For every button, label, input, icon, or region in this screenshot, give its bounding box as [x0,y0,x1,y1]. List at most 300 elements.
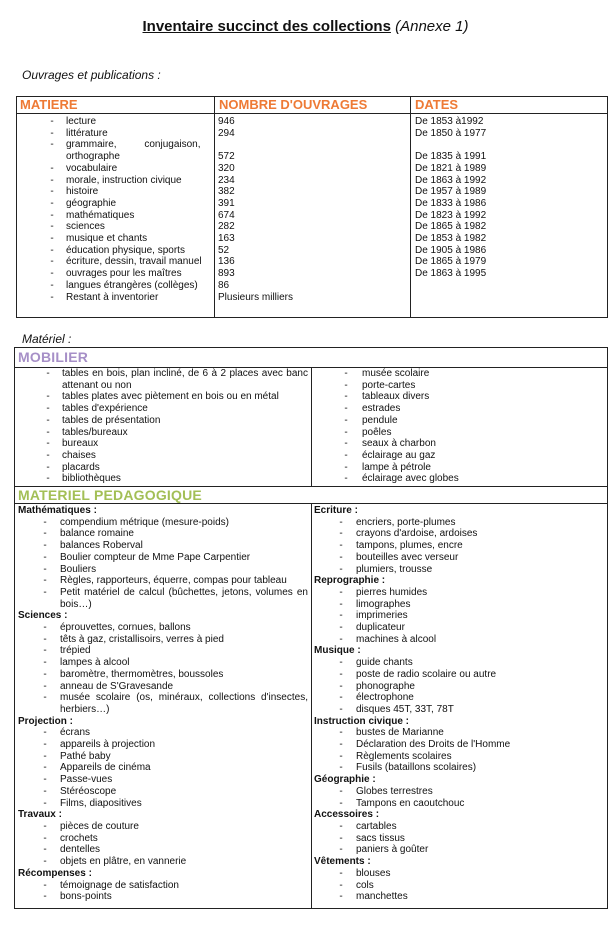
dash-bullet: - [50,186,54,198]
list-item-text: poste de radio scolaire ou autre [356,668,497,680]
list-item-text: bons-points [60,891,112,903]
dash-bullet: - [43,645,47,657]
dash-bullet: - [46,473,50,485]
list-item [18,564,308,576]
list-item [314,552,604,564]
dash-bullet: - [43,633,47,645]
dates-cell: De 1823 à 1992 [415,209,487,221]
dates-cell: De 1833 à 1986 [415,197,487,209]
list-item [314,657,604,669]
dash-bullet: - [344,438,348,450]
dash-bullet: - [339,692,343,704]
list-item [330,391,604,403]
list-item [34,415,308,427]
list-item-text: balance romaine [60,528,134,540]
matiere-cell: grammaire, conjugaison, [66,139,201,151]
dash-bullet: - [339,879,343,891]
list-item-text: crayons d'ardoise, ardoises [356,528,478,540]
list-item [18,669,308,681]
dash-bullet: - [50,291,54,303]
list-item [314,739,604,751]
table-row-matiere [38,292,214,304]
category-heading: Projection : [18,715,74,727]
nombre-cell: 674 [218,209,235,221]
dash-bullet: - [344,391,348,403]
list-item [34,391,308,403]
dash-bullet: - [339,528,343,540]
dates-cell: De 1865 à 1979 [415,256,487,268]
dash-bullet: - [46,414,50,426]
list-item [18,634,308,646]
list-item [18,681,308,693]
header-dates: DATES [415,97,459,112]
dash-bullet: - [43,785,47,797]
list-item-text: Films, diapositives [60,797,142,809]
dash-bullet: - [46,438,50,450]
list-item-text: placards [62,461,100,473]
dash-bullet: - [339,563,343,575]
list-item-text: bureaux [62,438,99,450]
dash-bullet: - [50,268,54,280]
list-item-text: bustes de Marianne [356,727,444,739]
dash-bullet: - [339,785,343,797]
list-item-text: Pathé baby [60,750,111,762]
dash-bullet: - [344,379,348,391]
dash-bullet: - [50,221,54,233]
dates-cell: De 1853 à 1982 [415,233,487,245]
list-item [314,844,604,856]
mobilier-heading: MOBILIER [18,349,89,365]
list-item [314,669,604,681]
dash-bullet: - [344,449,348,461]
list-item [330,415,604,427]
list-item-text: limographes [356,598,411,610]
dash-bullet: - [339,750,343,762]
title-annex: (Annexe 1) [395,18,469,35]
list-item [18,833,308,845]
dates-cell: De 1821 à 1989 [415,162,487,174]
dash-bullet: - [43,563,47,575]
dash-bullet: - [339,820,343,832]
table-row-matiere [38,280,214,292]
dash-bullet: - [339,598,343,610]
nombre-cell: 294 [218,127,235,139]
dash-bullet: - [344,461,348,473]
ouvrages-matiere-col [38,116,214,303]
list-item-text: seaux à charbon [362,438,436,450]
dash-bullet: - [43,820,47,832]
list-item-text: éclairage au gaz [362,449,436,461]
dash-bullet: - [43,774,47,786]
page-title [0,18,611,35]
list-item-text: tables d'expérience [62,403,148,415]
list-item [314,786,604,798]
list-item [314,833,604,845]
list-item [18,774,308,786]
dash-bullet: - [46,426,50,438]
dash-bullet: - [339,832,343,844]
table-row-matiere [38,221,214,233]
list-item [330,462,604,474]
dash-bullet: - [43,692,47,704]
dash-bullet: - [50,116,54,127]
dates-cell: De 1957 à 1989 [415,186,487,198]
list-item-text: objets en plâtre, en vannerie [60,856,187,868]
dash-bullet: - [46,461,50,473]
dates-cell [415,139,605,151]
category-heading: Instruction civique : [314,715,410,727]
category-heading: Musique : [314,645,361,657]
dates-cell: De 1863 à 1995 [415,268,487,280]
dash-bullet: - [43,879,47,891]
list-item-text: balances Roberval [60,540,143,552]
list-item-text: pendule [362,414,398,426]
dash-bullet: - [344,426,348,438]
table-row-matiere [38,163,214,175]
list-item-text: éclairage avec globes [362,473,459,485]
category-heading: Accessoires : [314,809,380,821]
list-item [18,587,308,610]
list-item [34,473,308,485]
list-item-text: Fusils (bataillons scolaires) [356,762,477,774]
list-item-text: crochets [60,832,98,844]
dash-bullet: - [50,233,54,245]
table-row-matiere [38,233,214,245]
list-item-text: paniers à goûter [356,844,429,856]
list-item-text: encriers, porte-plumes [356,516,456,528]
list-item [314,762,604,774]
matiere-cell: orthographe [66,151,120,163]
list-item-text: anneau de S'Gravesande [60,680,174,692]
dates-cell [415,292,605,304]
dash-bullet: - [339,540,343,552]
matiere-cell: musique et chants [66,233,148,245]
list-item-text: lampes à alcool [60,657,130,669]
nombre-cell: 382 [218,186,235,198]
dash-bullet: - [46,368,50,379]
header-nombre: NOMBRE D'OUVRAGES [219,97,368,112]
dash-bullet: - [50,244,54,256]
list-item [330,403,604,415]
list-item [18,657,308,669]
matiere-cell: langues étrangères (collèges) [66,279,198,291]
list-item [18,856,308,868]
list-item-text: musée scolaire (os, minéraux, collections d'insectes, herbiers…) [60,692,308,715]
table-row-matiere [38,245,214,257]
header-matiere: MATIERE [20,97,78,112]
list-item [34,368,308,391]
dash-bullet: - [43,832,47,844]
mobilier-right-col [330,368,604,485]
list-item-text: Déclaration des Droits de l'Homme [356,739,511,751]
list-item [314,751,604,763]
dash-bullet: - [43,657,47,669]
list-item [330,368,604,380]
table-row-matiere [38,256,214,268]
dash-bullet: - [43,727,47,739]
dash-bullet: - [339,762,343,774]
matiere-cell: éducation physique, sports [66,244,185,256]
dash-bullet: - [43,762,47,774]
matiere-cell: lecture [66,116,97,127]
list-item [314,587,604,599]
list-item [18,786,308,798]
dash-bullet: - [46,391,50,403]
list-item-text: Boulier compteur de Mme Pape Carpentier [60,551,251,563]
list-item [314,528,604,540]
list-item-text: blouses [356,867,391,879]
matiere-cell: vocabulaire [66,162,118,174]
list-item-text: phonographe [356,680,415,692]
list-item-text: Petit matériel de calcul (bûchettes, jetons, volumes en bois…) [60,586,308,610]
dash-bullet: - [339,586,343,598]
table-row-matiere [38,139,214,151]
list-item [18,727,308,739]
list-item [314,868,604,880]
pedagogique-heading: MATERIEL PEDAGOGIQUE [18,487,202,503]
list-item [314,798,604,810]
list-item-text: lampe à pétrole [362,461,431,473]
list-item-text: éprouvettes, cornues, ballons [60,622,191,634]
list-item-text: Passe-vues [60,774,113,786]
dash-bullet: - [50,209,54,221]
dash-bullet: - [339,516,343,528]
dash-bullet: - [339,739,343,751]
category-heading: Sciences : [18,610,68,622]
dash-bullet: - [43,668,47,680]
dash-bullet: - [339,622,343,634]
list-item-text: électrophone [356,692,414,704]
list-item [34,438,308,450]
list-item-text: écrans [60,727,91,739]
nombre-cell: 52 [218,244,230,256]
ouvrages-label: Ouvrages et publications : [22,68,161,82]
table-row-matiere [38,268,214,280]
dash-bullet: - [50,174,54,186]
dash-bullet: - [43,856,47,868]
dash-bullet: - [344,473,348,485]
dash-bullet: - [50,162,54,174]
list-item-text: tables de présentation [62,414,161,426]
nombre-cell: 893 [218,268,235,280]
dash-bullet: - [43,551,47,563]
list-item [18,762,308,774]
list-item [314,622,604,634]
list-item-text: Tampons en caoutchouc [356,797,465,809]
list-item-text: têts à gaz, cristallisoirs, verres à pied [60,633,224,645]
matiere-cell: ouvrages pour les maîtres [66,268,182,280]
dash-bullet: - [43,750,47,762]
list-item [330,438,604,450]
list-item [314,891,604,903]
table-row-matiere [38,116,214,128]
list-item [18,880,308,892]
list-item [314,880,604,892]
list-item [18,622,308,634]
category-heading: Travaux : [18,809,62,821]
nombre-cell: 282 [218,221,235,233]
materiel-label: Matériel : [22,332,72,346]
list-item [18,798,308,810]
list-item [18,645,308,657]
list-item [314,681,604,693]
list-item [18,821,308,833]
list-item-text: Règlements scolaires [356,750,452,762]
list-item [18,517,308,529]
ouvrages-header-rule [16,113,608,114]
matiere-cell: écriture, dessin, travail manuel [66,256,202,268]
list-item-text: sacs tissus [356,832,405,844]
matiere-cell: histoire [66,186,99,198]
list-item [18,575,308,587]
list-item [18,540,308,552]
list-item-text: guide chants [356,657,413,669]
list-item-text: compendium métrique (mesure-poids) [60,516,229,528]
dash-bullet: - [339,703,343,715]
mobilier-left-col [34,368,308,485]
nombre-cell: 234 [218,174,235,186]
dates-cell [415,280,605,292]
list-item-text: chaises [62,449,96,461]
list-item [18,844,308,856]
ouvrages-dates-col [415,116,605,303]
list-item-text: bibliothèques [62,473,121,485]
list-item-text: tables/bureaux [62,426,128,438]
list-item [314,821,604,833]
dates-cell: De 1865 à 1982 [415,221,487,233]
dash-bullet: - [43,528,47,540]
list-item [18,552,308,564]
dates-cell: De 1850 à 1977 [415,127,487,139]
mobilier-divider [311,367,312,486]
dash-bullet: - [339,867,343,879]
list-item-text: musée scolaire [362,368,430,379]
nombre-cell: 163 [218,233,235,245]
list-item [314,517,604,529]
nombre-cell: 86 [218,279,230,291]
category-heading: Récompenses : [18,867,92,879]
dash-bullet: - [50,139,54,151]
table-row-matiere [38,151,214,163]
list-item-text: pièces de couture [60,820,139,832]
list-item [18,528,308,540]
list-item-text: témoignage de satisfaction [60,879,179,891]
category-heading: Vêtements : [314,856,371,868]
dash-bullet: - [43,622,47,634]
list-item [18,739,308,751]
nombre-cell: 572 [218,151,235,163]
list-item [34,427,308,439]
list-item-text: cols [356,879,374,891]
list-item-text: poêles [362,426,392,438]
dash-bullet: - [339,797,343,809]
pedagogique-right-col [314,505,604,903]
dash-bullet: - [43,891,47,903]
list-item [330,427,604,439]
dash-bullet: - [339,891,343,903]
list-item [34,403,308,415]
title-main: Inventaire succinct des collections [142,18,391,35]
list-item-text: Bouliers [60,563,97,575]
dash-bullet: - [339,633,343,645]
dash-bullet: - [339,844,343,856]
list-item-text: pierres humides [356,586,428,598]
matiere-cell: mathématiques [66,209,135,221]
list-item [18,692,308,715]
list-item-text: imprimeries [356,610,408,622]
matiere-cell: Restant à inventorier [66,291,159,303]
list-item-text: disques 45T, 33T, 78T [356,703,454,715]
nombre-cell: Plusieurs milliers [218,291,294,303]
nombre-cell: 391 [218,197,235,209]
list-item-text: Règles, rapporteurs, équerre, compas pour tableau [60,575,287,587]
nombre-cell: 136 [218,256,235,268]
dash-bullet: - [43,739,47,751]
pedagogique-divider [311,503,312,909]
list-item-text: appareils à projection [60,739,156,751]
dash-bullet: - [43,586,47,598]
dash-bullet: - [50,127,54,139]
dash-bullet: - [339,668,343,680]
table-row-matiere [38,175,214,187]
list-item [34,450,308,462]
nombre-cell: 320 [218,162,235,174]
list-item-text: machines à alcool [356,633,437,645]
dash-bullet: - [339,610,343,622]
list-item-text: dentelles [60,844,101,856]
list-item [34,462,308,474]
category-heading: Géographie : [314,774,376,786]
matiere-cell: littérature [66,127,108,139]
dates-cell: De 1853 à1992 [415,116,484,127]
list-item-text: tables plates avec piètement en bois ou en métal [62,391,279,403]
list-item [18,751,308,763]
dash-bullet: - [344,368,348,379]
dash-bullet: - [46,403,50,415]
category-heading: Reprographie : [314,575,386,587]
category-heading: Ecriture : [314,505,358,516]
list-item [314,704,604,716]
list-item-text: Globes terrestres [356,785,433,797]
category-heading: Mathématiques : [18,505,97,516]
list-item-text: tableaux divers [362,391,430,403]
list-item [314,610,604,622]
list-item [330,473,604,485]
dash-bullet: - [339,680,343,692]
dash-bullet: - [43,680,47,692]
dash-bullet: - [50,256,54,268]
dash-bullet: - [344,414,348,426]
ouvrages-nombre-col [218,116,408,303]
dash-bullet: - [339,551,343,563]
dash-bullet: - [43,575,47,587]
dates-cell: De 1863 à 1992 [415,174,487,186]
list-item-text: Stéréoscope [60,785,117,797]
list-item-text: Appareils de cinéma [60,762,151,774]
list-item-text: baromètre, thermomètres, boussoles [60,668,224,680]
list-item-text: tampons, plumes, encre [356,540,463,552]
list-item-text: porte-cartes [362,379,416,391]
list-item [314,634,604,646]
list-item-text: duplicateur [356,622,405,634]
dates-cell: De 1905 à 1986 [415,244,487,256]
list-item-text: trépied [60,645,91,657]
list-item-text: manchettes [356,891,408,903]
dash-bullet: - [344,403,348,415]
matiere-cell: géographie [66,197,117,209]
dash-bullet: - [43,540,47,552]
table-row-matiere [38,210,214,222]
